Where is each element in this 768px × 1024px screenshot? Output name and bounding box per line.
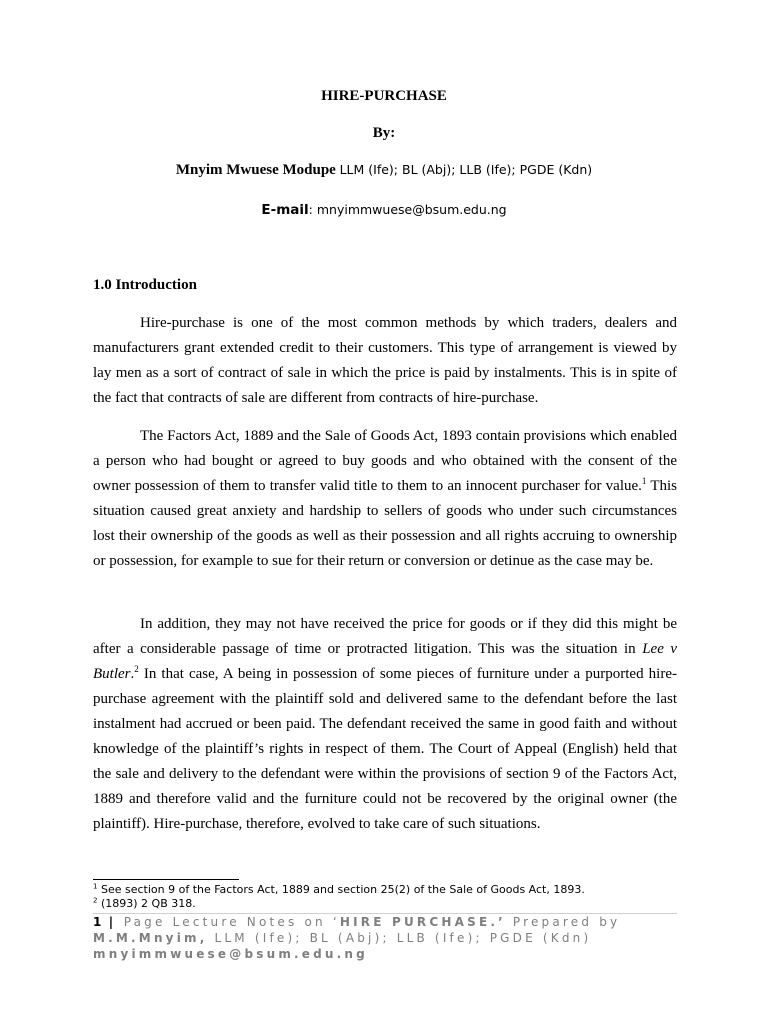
- footnotes: [93, 883, 585, 911]
- author-qualifications: LLM (Ife); BL (Abj); LLB (Ife); PGDE (Kdn): [339, 162, 593, 177]
- page-footer: [93, 914, 677, 962]
- footer-email: mnyimmwuese@bsum.edu.ng: [93, 947, 368, 961]
- paragraph-1-text: Hire-purchase is one of the most common methods by which traders, dealers and manufacturers grant extended credit to their customers. This type of arrangement is viewed by lay men as a sort of contract of sale in which the price is paid by instalments. This is in spite of the fact that contracts of sale are different from contracts of hire-purchase.: [93, 315, 677, 406]
- document-title: HIRE-PURCHASE: [321, 88, 447, 104]
- email-line: [0, 201, 768, 219]
- footnote-1-number: 1: [93, 882, 98, 891]
- paragraph-3: [93, 612, 677, 837]
- footnote-separator: [93, 879, 239, 880]
- footer-text-c: Prepared by: [505, 915, 621, 929]
- email-address: mnyimmwuese@bsum.edu.ng: [316, 202, 507, 217]
- paragraph-2: [93, 424, 677, 574]
- paragraph-1: [93, 311, 677, 411]
- footnote-2: [93, 897, 585, 911]
- page-number: 1: [93, 915, 102, 929]
- case-name: Lee v Butler: [93, 641, 677, 682]
- paragraph-2-text-b: This situation caused great anxiety and hardship to sellers of goods who under such circumstances lost their ownership of the goods as well as their possession and all rights accruing to ownership or possession, for example to sue for their return or conversion or detinue as the case may be.: [93, 478, 677, 569]
- email-separator: :: [308, 202, 313, 217]
- footer-author: M.M.Mnyim,: [93, 931, 208, 945]
- footer-doc-title: HIRE PURCHASE.’: [339, 915, 506, 929]
- paragraph-2-text-a: The Factors Act, 1889 and the Sale of Goods Act, 1893 contain provisions which enabled a person who had bought or agreed to buy goods and who obtained with the consent of the owner possession of them to transfer valid title to them to an innocent purchaser for value.: [93, 428, 677, 494]
- by-label: By:: [372, 125, 396, 141]
- footnote-2-number: 2: [93, 896, 98, 905]
- paragraph-3-text-a: In addition, they may not have received the price for goods or if they did this might be after a considerable passage of time or protracted litigation. This was the situation in: [93, 616, 677, 657]
- footer-qualifications: LLM (Ife); BL (Abj); LLB (Ife); PGDE (Kdn): [207, 931, 592, 945]
- paragraph-3-text-b: In that case, A being in possession of some pieces of furniture under a purported hire-purchase agreement with the plaintiff sold and delivered same to the defendant before the last instalment had accrued or been paid. The defendant received the same in good faith and without knowledge of the plaintiff’s rights in respect of them. The Court of Appeal (English) held that the sale and delivery to the defendant were within the provisions of section 9 of the Factors Act, 1889 and therefore valid and the furniture could not be recovered by the original owner (the plaintiff). Hire-purchase, therefore, evolved to take care of such situations.: [93, 666, 677, 832]
- footnote-ref-2[interactable]: 2: [134, 664, 139, 674]
- email-label: E-mail: [261, 202, 309, 218]
- footnote-1-text: See section 9 of the Factors Act, 1889 and section 25(2) of the Sale of Goods Act, 1893.: [97, 883, 585, 896]
- section-heading: 1.0 Introduction: [93, 277, 197, 293]
- footnote-2-text: (1893) 2 QB 318.: [97, 897, 196, 910]
- footer-separator-bar: |: [101, 915, 124, 929]
- author-line: [0, 162, 768, 179]
- case-period: .: [130, 666, 135, 682]
- author-name: Mnyim Mwuese Modupe: [175, 162, 336, 178]
- footnote-1: [93, 883, 585, 897]
- footer-text-a: Page Lecture Notes on ‘: [123, 915, 340, 929]
- footnote-ref-1[interactable]: 1: [641, 476, 647, 486]
